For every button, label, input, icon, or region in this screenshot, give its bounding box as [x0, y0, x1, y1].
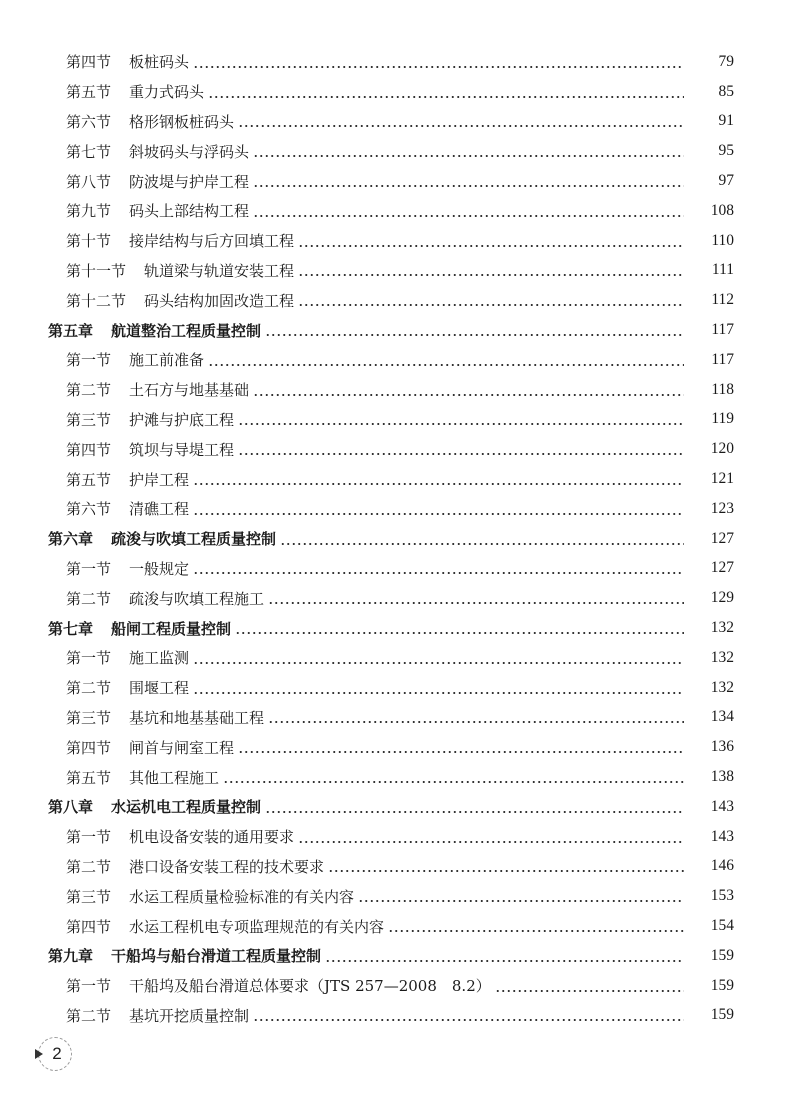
toc-section-row[interactable]	[0, 226, 790, 256]
toc-entry-title: 防波堤与护岸工程	[129, 172, 250, 191]
dot-leader	[265, 811, 684, 813]
toc-entry-number: 第三节	[66, 887, 112, 906]
toc-section-row[interactable]	[0, 732, 790, 762]
dot-leader	[298, 304, 684, 306]
toc-entry-page: 159	[710, 976, 734, 994]
toc-entry-number: 第四节	[66, 738, 112, 757]
toc-entry-number: 第十二节	[66, 291, 127, 310]
toc-section-row[interactable]	[0, 971, 790, 1001]
toc-entry-page: 132	[710, 619, 734, 637]
toc-entry-page: 143	[710, 827, 734, 845]
toc-entry-number: 第八章	[48, 798, 94, 817]
dot-leader	[193, 483, 684, 485]
toc-section-row[interactable]	[0, 911, 790, 941]
toc-section-row[interactable]	[0, 703, 790, 733]
dot-leader	[268, 602, 684, 604]
toc-entry-number: 第五节	[66, 83, 112, 102]
toc-section-row[interactable]	[0, 583, 790, 613]
toc-entry-page: 119	[711, 410, 734, 428]
dot-leader	[193, 662, 684, 664]
toc-entry-title: 码头结构加固改造工程	[144, 291, 295, 310]
toc-entry-title: 围堰工程	[129, 679, 190, 698]
toc-section-row[interactable]	[0, 1001, 790, 1031]
toc-entry-number: 第四节	[66, 53, 112, 72]
toc-entry-page: 129	[710, 589, 734, 607]
toc-entry-title: 水运机电工程质量控制	[111, 798, 262, 817]
dot-leader	[238, 751, 684, 753]
toc-entry-page: 159	[710, 946, 734, 964]
toc-entry-title: 轨道梁与轨道安装工程	[144, 261, 295, 280]
toc-entry-number: 第五节	[66, 470, 112, 489]
toc-entry-page: 85	[718, 82, 734, 100]
toc-entry-page: 159	[710, 1006, 734, 1024]
dot-leader	[208, 96, 684, 98]
toc-entry-title: 港口设备安装工程的技术要求	[129, 857, 325, 876]
dot-leader	[253, 185, 684, 187]
toc-entry-title: 施工监测	[129, 649, 190, 668]
dot-leader	[253, 1019, 684, 1021]
toc-entry-page: 146	[710, 857, 734, 875]
toc-entry-title: 斜坡码头与浮码头	[129, 142, 250, 161]
toc-entry-title: 接岸结构与后方回填工程	[129, 232, 295, 251]
toc-entry-page: 117	[711, 350, 734, 368]
toc-entry-page: 120	[710, 440, 734, 458]
toc-entry-number: 第十一节	[66, 261, 127, 280]
toc-entry-number: 第一节	[66, 828, 112, 847]
dot-leader	[268, 721, 684, 723]
toc-entry-title: 船闸工程质量控制	[111, 619, 232, 638]
toc-entry-page: 97	[718, 172, 734, 190]
toc-entry-title: 航道整治工程质量控制	[111, 321, 262, 340]
toc-entry-page: 110	[711, 231, 734, 249]
dot-leader	[238, 423, 684, 425]
toc-entry-title: 疏浚与吹填工程质量控制	[111, 530, 277, 549]
toc-entry-number: 第六节	[66, 112, 112, 131]
toc-entry-number: 第七章	[48, 619, 94, 638]
table-of-contents	[0, 47, 790, 1030]
toc-entry-number: 第二节	[66, 381, 112, 400]
toc-entry-page: 143	[710, 797, 734, 815]
toc-chapter-row[interactable]	[0, 613, 790, 643]
dot-leader	[253, 155, 684, 157]
dot-leader	[193, 66, 684, 68]
toc-entry-page: 121	[710, 470, 734, 488]
toc-section-row[interactable]	[0, 196, 790, 226]
toc-entry-number: 第三节	[66, 708, 112, 727]
toc-section-row[interactable]	[0, 494, 790, 524]
toc-entry-page: 117	[711, 321, 734, 339]
toc-section-row[interactable]	[0, 762, 790, 792]
toc-entry-page: 95	[718, 142, 734, 160]
toc-section-row[interactable]	[0, 345, 790, 375]
toc-entry-page: 153	[710, 887, 734, 905]
toc-entry-title: 其他工程施工	[129, 768, 220, 787]
toc-section-row[interactable]	[0, 643, 790, 673]
toc-section-row[interactable]	[0, 47, 790, 77]
toc-section-row[interactable]	[0, 881, 790, 911]
toc-entry-number: 第九节	[66, 202, 112, 221]
toc-entry-title: 干船坞及船台滑道总体要求（JTS 257—2008 8.2）	[129, 977, 491, 996]
toc-entry-page: 138	[710, 768, 734, 786]
toc-section-row[interactable]	[0, 822, 790, 852]
toc-entry-page: 136	[710, 738, 734, 756]
dot-leader	[193, 692, 684, 694]
toc-chapter-row[interactable]	[0, 792, 790, 822]
toc-entry-title: 基坑和地基基础工程	[129, 708, 265, 727]
toc-entry-number: 第八节	[66, 172, 112, 191]
toc-entry-number: 第三节	[66, 410, 112, 429]
toc-entry-page: 118	[711, 380, 734, 398]
dot-leader	[325, 960, 684, 962]
toc-chapter-row[interactable]	[0, 941, 790, 971]
dot-leader	[298, 841, 684, 843]
toc-entry-title: 施工前准备	[129, 351, 205, 370]
page-number-badge	[38, 1037, 72, 1071]
toc-entry-title: 水运工程机电专项监理规范的有关内容	[129, 917, 385, 936]
toc-section-row[interactable]	[0, 434, 790, 464]
toc-entry-page: 134	[710, 708, 734, 726]
toc-entry-page: 132	[710, 678, 734, 696]
toc-chapter-row[interactable]	[0, 315, 790, 345]
dot-leader	[238, 453, 684, 455]
dot-leader	[223, 781, 684, 783]
page-footer	[38, 1037, 72, 1071]
toc-entry-title: 闸首与闸室工程	[129, 738, 235, 757]
page-number: 2	[52, 1044, 62, 1063]
toc-section-row[interactable]	[0, 136, 790, 166]
toc-chapter-row[interactable]	[0, 524, 790, 554]
toc-entry-number: 第二节	[66, 857, 112, 876]
toc-entry-number: 第二节	[66, 1006, 112, 1025]
dot-leader	[253, 394, 684, 396]
toc-section-row[interactable]	[0, 107, 790, 137]
toc-entry-page: 123	[710, 499, 734, 517]
toc-entry-number: 第七节	[66, 142, 112, 161]
dot-leader	[298, 245, 684, 247]
dot-leader	[388, 930, 684, 932]
toc-entry-title: 土石方与地基基础	[129, 381, 250, 400]
toc-entry-number: 第二节	[66, 679, 112, 698]
toc-section-row[interactable]	[0, 673, 790, 703]
toc-section-row[interactable]	[0, 852, 790, 882]
toc-section-row[interactable]	[0, 166, 790, 196]
toc-entry-title: 疏浚与吹填工程施工	[129, 589, 265, 608]
toc-entry-number: 第五节	[66, 768, 112, 787]
toc-entry-page: 127	[710, 529, 734, 547]
toc-entry-title: 清礁工程	[129, 500, 190, 519]
toc-entry-page: 154	[710, 917, 734, 934]
dot-leader	[208, 364, 684, 366]
dot-leader	[495, 990, 684, 992]
toc-entry-number: 第四节	[66, 440, 112, 459]
dot-leader	[328, 870, 684, 872]
dot-leader	[265, 334, 684, 336]
toc-entry-title: 码头上部结构工程	[129, 202, 250, 221]
toc-entry-page: 127	[710, 559, 734, 577]
toc-entry-title: 格形钢板桩码头	[129, 112, 235, 131]
toc-entry-number: 第一节	[66, 351, 112, 370]
toc-entry-page: 108	[710, 201, 734, 219]
toc-entry-page: 111	[711, 261, 734, 279]
toc-entry-page: 112	[711, 291, 734, 309]
toc-entry-number: 第一节	[66, 649, 112, 668]
toc-entry-number: 第二节	[66, 589, 112, 608]
toc-entry-number: 第五章	[48, 321, 94, 340]
toc-section-row[interactable]	[0, 405, 790, 435]
toc-entry-title: 水运工程质量检验标准的有关内容	[129, 887, 355, 906]
dot-leader	[193, 572, 684, 574]
toc-entry-number: 第一节	[66, 559, 112, 578]
toc-entry-title: 板桩码头	[129, 53, 190, 72]
toc-section-row[interactable]	[0, 375, 790, 405]
dot-leader	[358, 900, 684, 902]
toc-entry-title: 基坑开挖质量控制	[129, 1006, 250, 1025]
toc-entry-number: 第九章	[48, 947, 94, 966]
toc-entry-title: 筑坝与导堤工程	[129, 440, 235, 459]
toc-entry-number: 第六章	[48, 530, 94, 549]
toc-entry-number: 第六节	[66, 500, 112, 519]
toc-entry-number: 第十节	[66, 232, 112, 251]
toc-entry-title: 机电设备安装的通用要求	[129, 828, 295, 847]
toc-entry-title: 一般规定	[129, 559, 190, 578]
dot-leader	[253, 215, 684, 217]
toc-entry-number: 第一节	[66, 977, 112, 996]
dot-leader	[235, 632, 684, 634]
toc-entry-title: 护岸工程	[129, 470, 190, 489]
toc-entry-title: 护滩与护底工程	[129, 410, 235, 429]
toc-section-row[interactable]	[0, 464, 790, 494]
arrow-marker-icon	[35, 1049, 43, 1059]
dot-leader	[193, 513, 684, 515]
dot-leader	[238, 125, 684, 127]
toc-entry-page: 132	[710, 648, 734, 666]
dot-leader	[280, 543, 684, 545]
toc-section-row[interactable]	[0, 285, 790, 315]
dot-leader	[298, 274, 684, 276]
toc-entry-page: 79	[718, 52, 734, 70]
toc-section-row[interactable]	[0, 554, 790, 584]
toc-entry-page: 91	[718, 112, 734, 130]
toc-section-row[interactable]	[0, 77, 790, 107]
toc-entry-title: 干船坞与船台滑道工程质量控制	[111, 947, 322, 966]
toc-section-row[interactable]	[0, 256, 790, 286]
toc-entry-title: 重力式码头	[129, 83, 205, 102]
toc-entry-number: 第四节	[66, 917, 112, 936]
